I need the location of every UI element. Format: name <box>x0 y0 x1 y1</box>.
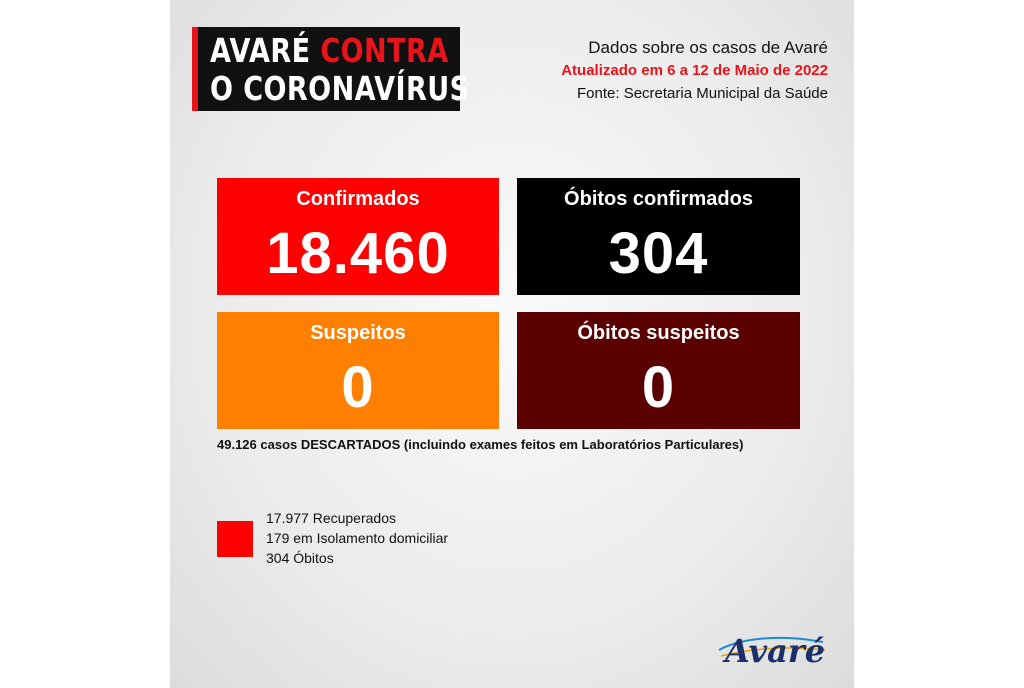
card-label: Óbitos suspeitos <box>577 322 740 344</box>
card-obitos-confirmados <box>517 178 800 295</box>
card-label: Óbitos confirmados <box>564 188 753 210</box>
info-source: Fonte: Secretaria Municipal da Saúde <box>577 85 828 102</box>
card-value: 0 <box>341 355 375 420</box>
legend-item-isolamento: 179 em Isolamento domiciliar <box>266 530 449 546</box>
title-word-contra: CONTRA <box>320 31 449 70</box>
poster <box>170 0 854 688</box>
info-block <box>561 36 828 105</box>
logo-text: Avaré <box>725 632 826 670</box>
info-updated: Atualizado em 6 a 12 de Maio de 2022 <box>561 62 828 79</box>
title-word-avare: AVARÉ <box>210 31 311 70</box>
legend-item-obitos: 304 Óbitos <box>266 550 334 566</box>
legend-item-recuperados: 17.977 Recuperados <box>266 510 396 526</box>
card-value: 304 <box>608 221 709 286</box>
info-heading: Dados sobre os casos de Avaré <box>588 38 828 57</box>
title-banner <box>192 27 470 111</box>
card-label: Confirmados <box>296 188 420 210</box>
card-obitos-suspeitos <box>517 312 800 429</box>
legend-swatch <box>217 521 253 557</box>
descartados-note: 49.126 casos DESCARTADOS (incluindo exames feitos em Laboratórios Particulares) <box>217 437 744 452</box>
legend-list <box>266 508 448 568</box>
card-value: 0 <box>641 355 676 420</box>
card-label: Suspeitos <box>310 322 406 344</box>
card-suspeitos <box>217 312 499 429</box>
title-line-2: O CORONAVÍRUS <box>210 69 470 108</box>
card-confirmados <box>217 178 499 295</box>
avare-logo-icon <box>711 616 837 674</box>
card-value: 18.460 <box>266 221 450 286</box>
title-line-1 <box>210 31 449 70</box>
